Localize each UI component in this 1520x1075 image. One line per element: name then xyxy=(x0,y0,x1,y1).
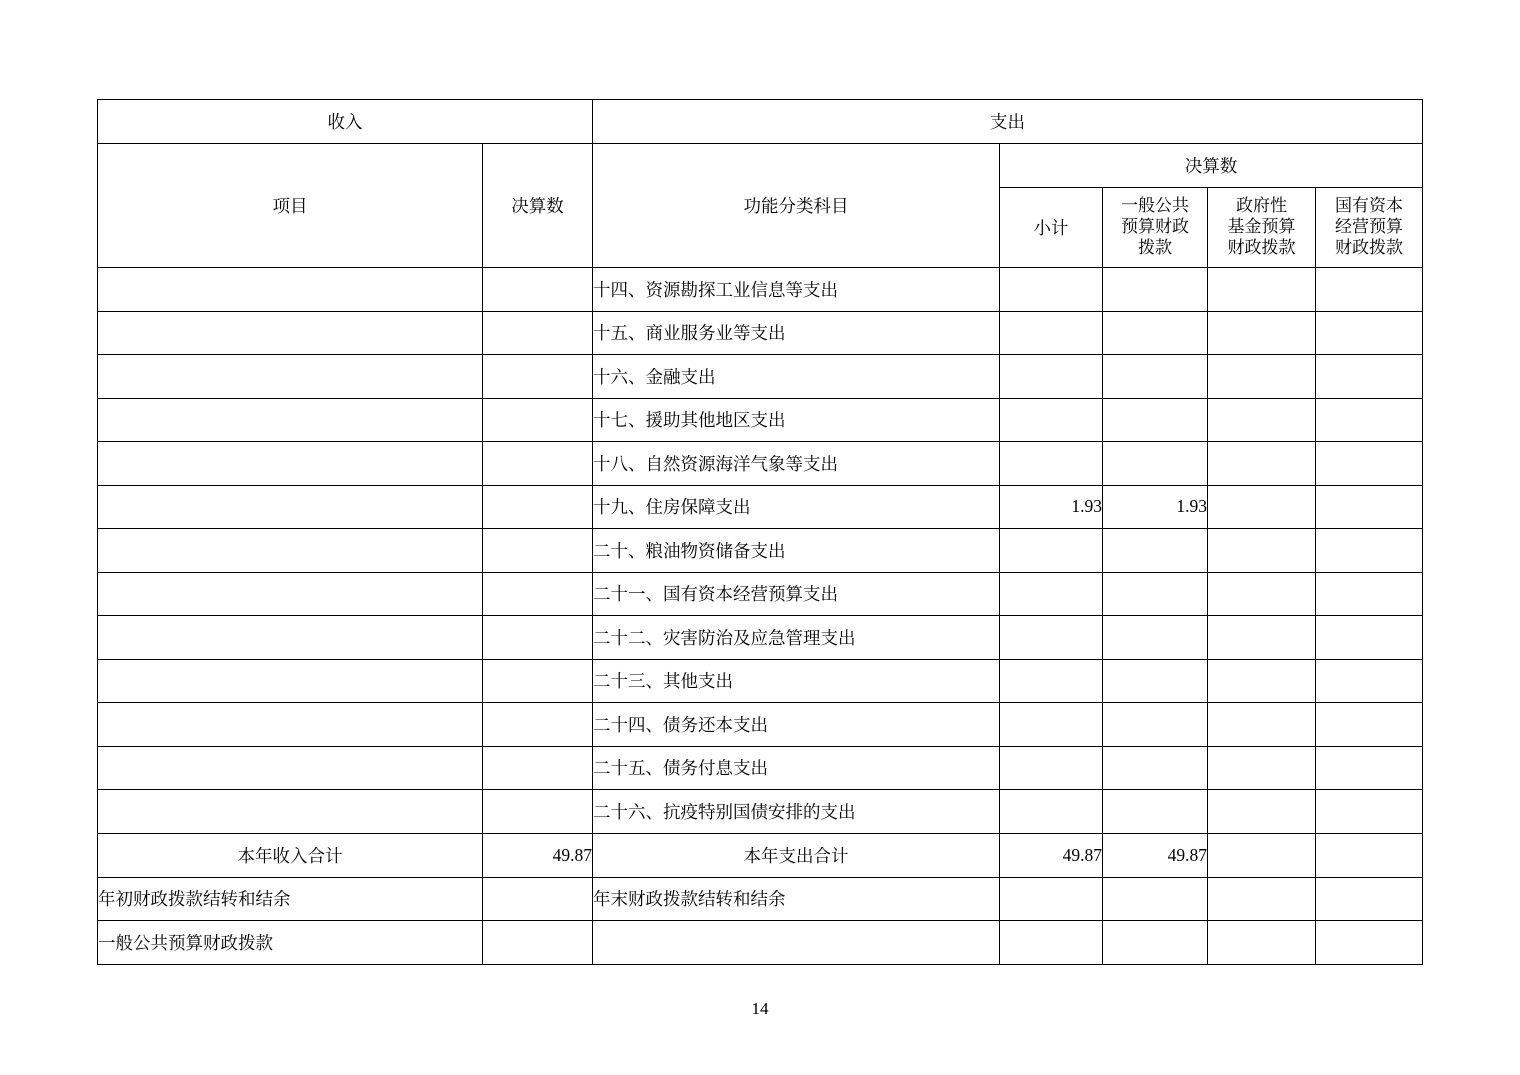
income-value xyxy=(483,921,593,965)
state-capital-value xyxy=(1316,398,1423,442)
header-gov-fund-line2: 基金预算 xyxy=(1227,217,1296,237)
general-budget-value xyxy=(1103,659,1208,703)
income-value xyxy=(483,703,593,747)
state-capital-value xyxy=(1316,746,1423,790)
income-value xyxy=(483,616,593,660)
gov-fund-value xyxy=(1208,442,1316,486)
income-item xyxy=(98,355,483,399)
table-header-band xyxy=(98,100,1423,144)
income-item xyxy=(98,311,483,355)
gov-fund-value xyxy=(1208,529,1316,573)
function-item: 二十三、其他支出 xyxy=(593,659,1000,703)
header-state-capital-line2: 经营预算 xyxy=(1335,217,1404,237)
total-expenditure-label: 本年支出合计 xyxy=(593,833,1000,877)
total-gov-fund-value xyxy=(1208,833,1316,877)
subtotal-value xyxy=(1000,746,1103,790)
general-budget-value xyxy=(1103,355,1208,399)
income-value xyxy=(483,398,593,442)
table-row xyxy=(98,529,1423,573)
income-value xyxy=(483,572,593,616)
state-capital-value xyxy=(1316,877,1423,921)
subtotal-value xyxy=(1000,921,1103,965)
income-item xyxy=(98,485,483,529)
table-row xyxy=(98,355,1423,399)
state-capital-value xyxy=(1316,659,1423,703)
general-budget-value xyxy=(1103,921,1208,965)
gov-fund-value xyxy=(1208,921,1316,965)
header-general-public-budget xyxy=(1103,188,1208,268)
general-budget-value xyxy=(1103,268,1208,312)
income-value xyxy=(483,790,593,834)
income-item xyxy=(98,529,483,573)
header-function-category: 功能分类科目 xyxy=(593,144,1000,268)
income-value xyxy=(483,355,593,399)
subtotal-value xyxy=(1000,268,1103,312)
header-state-capital-budget xyxy=(1316,188,1423,268)
gov-fund-value xyxy=(1208,311,1316,355)
function-item: 二十、粮油物资储备支出 xyxy=(593,529,1000,573)
income-value xyxy=(483,268,593,312)
function-item: 二十五、债务付息支出 xyxy=(593,746,1000,790)
function-item: 十四、资源勘探工业信息等支出 xyxy=(593,268,1000,312)
table-row xyxy=(98,921,1423,965)
gov-fund-value xyxy=(1208,659,1316,703)
gov-fund-value xyxy=(1208,355,1316,399)
total-general-budget-value: 49.87 xyxy=(1103,833,1208,877)
gov-fund-value xyxy=(1208,746,1316,790)
header-state-capital-line3: 财政拨款 xyxy=(1335,237,1404,257)
general-budget-value xyxy=(1103,442,1208,486)
gov-fund-value xyxy=(1208,877,1316,921)
subtotal-value xyxy=(1000,311,1103,355)
state-capital-value xyxy=(1316,355,1423,399)
subtotal-value xyxy=(1000,703,1103,747)
header-gov-fund-line3: 财政拨款 xyxy=(1227,237,1296,257)
function-item: 年末财政拨款结转和结余 xyxy=(593,877,1000,921)
total-income-value: 49.87 xyxy=(483,833,593,877)
gov-fund-value xyxy=(1208,268,1316,312)
state-capital-value xyxy=(1316,921,1423,965)
table-row xyxy=(98,616,1423,660)
function-item: 十九、住房保障支出 xyxy=(593,485,1000,529)
subtotal-value xyxy=(1000,529,1103,573)
subtotal-value xyxy=(1000,398,1103,442)
gov-fund-value xyxy=(1208,485,1316,529)
income-item xyxy=(98,442,483,486)
header-general-line1: 一般公共 xyxy=(1121,196,1189,216)
subtotal-value xyxy=(1000,442,1103,486)
income-item xyxy=(98,703,483,747)
table-row xyxy=(98,311,1423,355)
final-accounts-table xyxy=(97,99,1423,965)
income-item xyxy=(98,572,483,616)
income-item: 年初财政拨款结转和结余 xyxy=(98,877,483,921)
function-item: 二十六、抗疫特别国债安排的支出 xyxy=(593,790,1000,834)
general-budget-value xyxy=(1103,746,1208,790)
header-general-line2: 预算财政 xyxy=(1121,217,1189,237)
subtotal-value xyxy=(1000,790,1103,834)
subtotal-value xyxy=(1000,355,1103,399)
gov-fund-value xyxy=(1208,572,1316,616)
income-item xyxy=(98,790,483,834)
general-budget-value xyxy=(1103,616,1208,660)
header-income: 收入 xyxy=(98,100,593,144)
income-item xyxy=(98,616,483,660)
function-item: 十六、金融支出 xyxy=(593,355,1000,399)
general-budget-value: 1.93 xyxy=(1103,485,1208,529)
general-budget-value xyxy=(1103,572,1208,616)
state-capital-value xyxy=(1316,529,1423,573)
gov-fund-value xyxy=(1208,398,1316,442)
header-subtotal: 小计 xyxy=(1000,188,1103,268)
table-row xyxy=(98,703,1423,747)
table-row xyxy=(98,398,1423,442)
gov-fund-value xyxy=(1208,616,1316,660)
table-header-sub-row1 xyxy=(98,144,1423,188)
subtotal-value xyxy=(1000,659,1103,703)
function-item: 十五、商业服务业等支出 xyxy=(593,311,1000,355)
subtotal-value xyxy=(1000,616,1103,660)
table-row xyxy=(98,268,1423,312)
page-number: 14 xyxy=(751,999,769,1018)
table-row xyxy=(98,790,1423,834)
header-gov-fund-budget xyxy=(1208,188,1316,268)
header-general-line3: 拨款 xyxy=(1138,237,1172,257)
header-expenditure: 支出 xyxy=(593,100,1423,144)
function-item: 十七、援助其他地区支出 xyxy=(593,398,1000,442)
header-final-account-right: 决算数 xyxy=(1000,144,1423,188)
general-budget-value xyxy=(1103,790,1208,834)
income-value xyxy=(483,746,593,790)
income-item xyxy=(98,268,483,312)
header-state-capital-line1: 国有资本 xyxy=(1335,196,1404,216)
income-item xyxy=(98,398,483,442)
total-income-label: 本年收入合计 xyxy=(98,833,483,877)
function-item: 十八、自然资源海洋气象等支出 xyxy=(593,442,1000,486)
general-budget-value xyxy=(1103,398,1208,442)
table-row xyxy=(98,485,1423,529)
state-capital-value xyxy=(1316,485,1423,529)
table-row xyxy=(98,746,1423,790)
state-capital-value xyxy=(1316,311,1423,355)
function-item xyxy=(593,921,1000,965)
income-value xyxy=(483,659,593,703)
subtotal-value xyxy=(1000,572,1103,616)
gov-fund-value xyxy=(1208,703,1316,747)
function-item: 二十一、国有资本经营预算支出 xyxy=(593,572,1000,616)
state-capital-value xyxy=(1316,572,1423,616)
header-item: 项目 xyxy=(98,144,483,268)
table-row xyxy=(98,572,1423,616)
general-budget-value xyxy=(1103,311,1208,355)
function-item: 二十二、灾害防治及应急管理支出 xyxy=(593,616,1000,660)
table-row xyxy=(98,442,1423,486)
general-budget-value xyxy=(1103,877,1208,921)
table-row xyxy=(98,877,1423,921)
income-value xyxy=(483,442,593,486)
general-budget-value xyxy=(1103,529,1208,573)
header-gov-fund-line1: 政府性 xyxy=(1236,196,1287,216)
income-value xyxy=(483,529,593,573)
table-row xyxy=(98,659,1423,703)
income-value xyxy=(483,877,593,921)
state-capital-value xyxy=(1316,790,1423,834)
subtotal-value: 1.93 xyxy=(1000,485,1103,529)
gov-fund-value xyxy=(1208,790,1316,834)
subtotal-value xyxy=(1000,877,1103,921)
general-budget-value xyxy=(1103,703,1208,747)
income-item: 一般公共预算财政拨款 xyxy=(98,921,483,965)
function-item: 二十四、债务还本支出 xyxy=(593,703,1000,747)
header-final-account-left: 决算数 xyxy=(483,144,593,268)
state-capital-value xyxy=(1316,703,1423,747)
total-subtotal-value: 49.87 xyxy=(1000,833,1103,877)
state-capital-value xyxy=(1316,442,1423,486)
budget-table-container xyxy=(97,99,1422,965)
income-item xyxy=(98,746,483,790)
total-state-capital-value xyxy=(1316,833,1423,877)
income-value xyxy=(483,485,593,529)
income-value xyxy=(483,311,593,355)
table-total-row xyxy=(98,833,1423,877)
income-item xyxy=(98,659,483,703)
state-capital-value xyxy=(1316,268,1423,312)
state-capital-value xyxy=(1316,616,1423,660)
